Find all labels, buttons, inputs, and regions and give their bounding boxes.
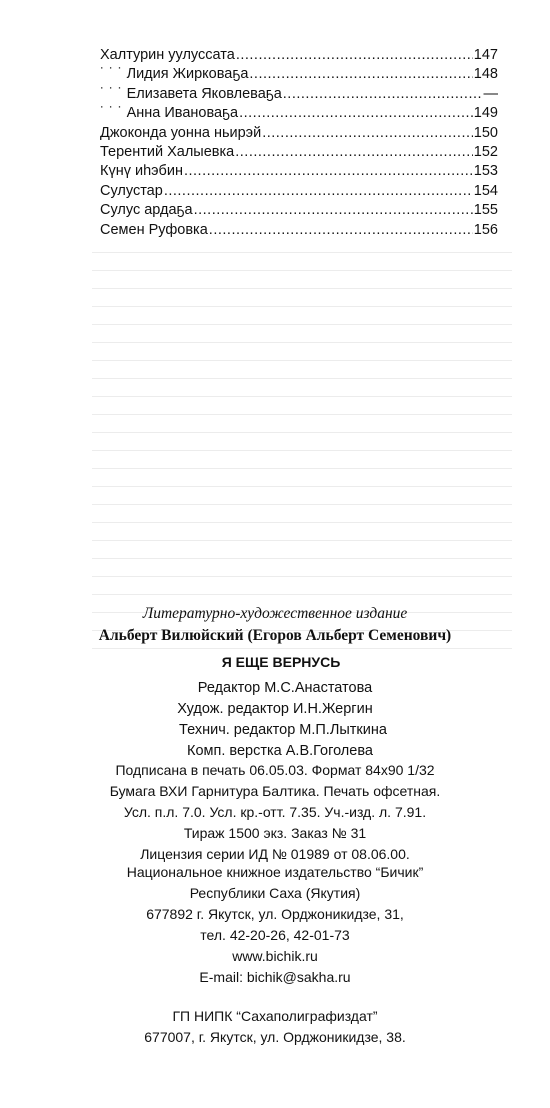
toc-leader-dots (239, 104, 473, 123)
printer-line: ГП НИПК “Сахаполиграфиздат” (172, 1008, 378, 1024)
toc-entry-page: 150 (473, 124, 498, 141)
toc-entry-page: 149 (473, 105, 498, 122)
publisher-line: Национальное книжное издательство “Бичик” (126, 864, 424, 880)
toc-entry-title: ˙ ˙ ˙ Лидия Жирковаҕа (100, 66, 249, 83)
toc-entry (100, 201, 498, 220)
author-name: Альберт Вилюйский (Егоров Альберт Семенович) (98, 627, 452, 644)
toc-entry-page: 156 (473, 221, 498, 238)
credit-line: Редактор М.С.Анастатова (197, 680, 373, 696)
print-detail-line: Подписана в печать 06.05.03. Формат 84х90 1/32 (115, 762, 435, 778)
credit-line: Комп. верстка А.В.Гоголева (187, 743, 373, 759)
toc-entry (100, 85, 498, 104)
printer-line: 677007, г. Якутск, ул. Орджоникидзе, 38. (144, 1029, 406, 1045)
publisher-email: E-mail: bichik@sakha.ru (199, 969, 351, 985)
print-detail-line: Бумага ВХИ Гарнитура Балтика. Печать офсетная. (109, 783, 441, 799)
toc-leader-dots (283, 85, 483, 104)
toc-entry-page: 155 (473, 202, 498, 219)
toc-entry (100, 143, 498, 162)
toc-entry-title: ˙ ˙ ˙ Елизавета Яковлеваҕа (100, 85, 282, 102)
toc-entry (100, 182, 498, 201)
toc-leader-dots (235, 143, 473, 162)
publisher-info (0, 862, 550, 988)
printer-info (0, 1006, 550, 1048)
credit-line: Технич. редактор М.П.Лыткина (179, 722, 387, 738)
toc-entry-title: Джоконда уонна ньирэй (100, 124, 262, 141)
credit-line: Худож. редактор И.Н.Жергин (177, 701, 373, 717)
toc-entry-title: Күнү иһэбин (100, 163, 183, 180)
toc-leader-dots (249, 65, 472, 84)
book-title: Я ЕЩЕ ВЕРНУСЬ (221, 654, 341, 670)
editorial-credits (0, 678, 550, 762)
toc-entry (100, 124, 498, 143)
genre-label: Литературно-художественное издание (142, 605, 408, 622)
table-of-contents (100, 46, 498, 240)
toc-entry-page: 154 (473, 182, 498, 199)
toc-leader-dots (236, 46, 473, 65)
toc-entry (100, 104, 498, 123)
print-details (0, 760, 550, 865)
publisher-line: Республики Саха (Якутия) (189, 885, 361, 901)
toc-entry-title: Терентий Халыевка (100, 144, 235, 161)
toc-entry-page: — (483, 85, 498, 102)
toc-entry-title: Сулустар (100, 182, 163, 199)
publisher-line: тел. 42-20-26, 42-01-73 (200, 927, 350, 943)
toc-entry (100, 162, 498, 181)
toc-entry-page: 147 (473, 47, 498, 63)
toc-entry-page: 152 (473, 144, 498, 161)
toc-leader-dots (184, 162, 473, 181)
toc-entry-page: 153 (473, 163, 498, 180)
toc-entry (100, 221, 498, 240)
print-detail-line: Лицензия серии ИД № 01989 от 08.06.00. (140, 846, 410, 862)
toc-leader-dots (164, 182, 473, 201)
toc-entry (100, 46, 498, 65)
toc-entry-title: Семен Руфовка (100, 221, 208, 238)
toc-entry (100, 65, 498, 84)
toc-entry-title: ˙ ˙ ˙ Анна Ивановаҕа (100, 105, 239, 122)
toc-entry-title: Сулус ардаҕа (100, 202, 193, 219)
toc-leader-dots (194, 201, 473, 220)
toc-leader-dots (262, 124, 473, 143)
print-detail-line: Усл. п.л. 7.0. Усл. кр.-отт. 7.35. Уч.-изд. л. 7.91. (123, 804, 427, 820)
publisher-website: www.bichik.ru (232, 948, 318, 964)
toc-leader-dots (209, 221, 473, 240)
publisher-line: 677892 г. Якутск, ул. Орджоникидзе, 31, (146, 906, 404, 922)
toc-entry-title: Халтурин уулуссата (100, 47, 235, 63)
toc-entry-page: 148 (473, 66, 498, 83)
print-detail-line: Тираж 1500 экз. Заказ № 31 (183, 825, 367, 841)
show-through-text (92, 238, 512, 658)
